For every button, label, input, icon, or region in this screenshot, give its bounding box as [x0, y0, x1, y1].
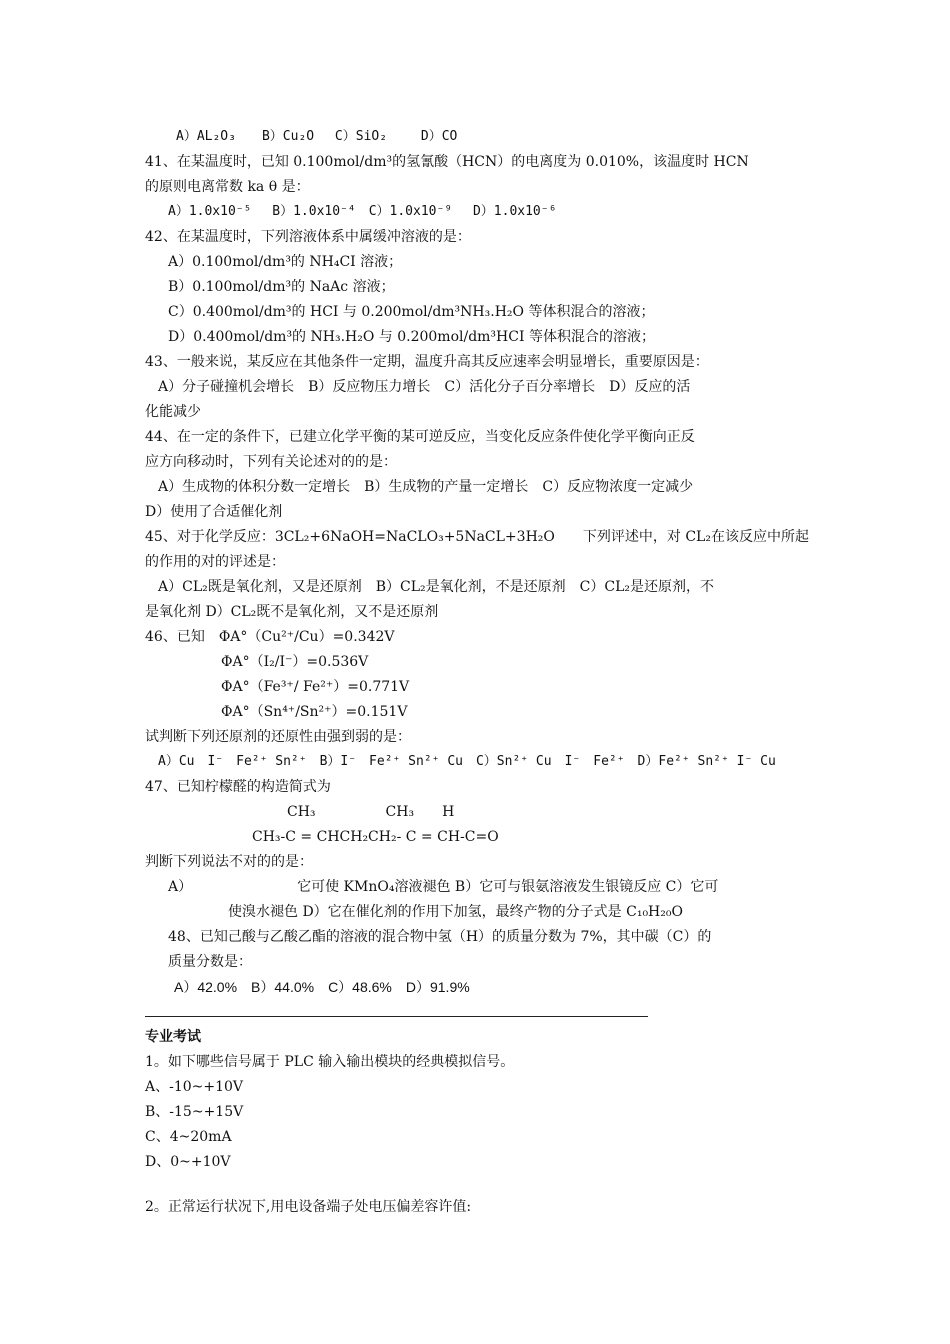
q46-question: 试判断下列还原剂的还原性由强到弱的是：	[145, 729, 411, 745]
q45-options-cont: 是氧化剂 D）CL₂既不是氧化剂，又不是还原剂	[145, 604, 439, 620]
q47-question: 判断下列说法不对的的是：	[145, 854, 313, 870]
q45-text-cont: 的作用的对的评述是：	[145, 554, 285, 570]
q46-potential-3: ΦA°（Fe³⁺/ Fe²⁺）=0.771V	[221, 679, 410, 695]
q43-options: A）分子碰撞机会增长 B）反应物压力增长 C）活化分子百分率增长 D）反应的活	[158, 379, 691, 395]
q40-options: A）AL₂O₃ B）Cu₂O C）SiO₂ D）CO	[176, 129, 458, 144]
exam-q1-text: 1。如下哪些信号属于 PLC 输入输出模块的经典模拟信号。	[145, 1054, 515, 1070]
q44-options: A）生成物的体积分数一定增长 B）生成物的产量一定增长 C）反应物浓度一定减少	[158, 479, 694, 495]
exam-q1-option-a: A、-10~+10V	[145, 1079, 244, 1095]
q48-text-cont: 质量分数是：	[168, 954, 252, 970]
q47-text: 47、已知柠檬醛的构造简式为	[145, 779, 331, 795]
exam-q2-text: 2。正常运行状况下,用电设备端子处电压偏差容许值:	[145, 1199, 472, 1215]
section-title: 专业考试	[145, 1029, 201, 1045]
q47-formula-top: CH₃ CH₃ H	[287, 804, 455, 820]
q42-text: 42、在某温度时，下列溶液体系中属缓冲溶液的是：	[145, 229, 471, 245]
q46-potential-2: ΦA°（I₂/I⁻）=0.536V	[221, 654, 369, 670]
q45-text: 45、对于化学反应：3CL₂+6NaOH=NaCLO₃+5NaCL+3H₂O 下列评述中，对 CL₂在该反应中所起	[145, 529, 809, 545]
exam-q1-option-c: C、4~20mA	[145, 1129, 232, 1145]
q45-options: A）CL₂既是氧化剂，又是还原剂 B）CL₂是氧化剂，不是还原剂 C）CL₂是还原剂，不	[158, 579, 714, 595]
q43-text: 43、一般来说，某反应在其他条件一定期，温度升高其反应速率会明显增长，重要原因是：	[145, 354, 709, 370]
q47-formula: CH₃-C = CHCH₂CH₂- C = CH-C=O	[252, 829, 499, 845]
section-divider	[145, 1016, 648, 1017]
q44-text: 44、在一定的条件下，已建立化学平衡的某可逆反应，当变化反应条件使化学平衡向正反	[145, 429, 695, 445]
exam-q1-option-d: D、0~+10V	[145, 1154, 231, 1170]
q42-option-d: D）0.400mol/dm³的 NH₃.H₂O 与 0.200mol/dm³HCI 等体积混合的溶液；	[168, 329, 655, 345]
q48-options: A）42.0% B）44.0% C）48.6% D）91.9%	[174, 979, 470, 995]
q47-options-cont: 使溴水褪色 D）它在催化剂的作用下加氢，最终产物的分子式是 C₁₀H₂₀O	[228, 904, 683, 920]
q44-text-cont: 应方向移动时，下列有关论述对的的是：	[145, 454, 397, 470]
q44-options-cont: D）使用了合适催化剂	[145, 504, 283, 520]
q42-option-b: B）0.100mol/dm³的 NaAc 溶液；	[168, 279, 395, 295]
q48-text: 48、已知己酸与乙酸乙酯的溶液的混合物中氢（H）的质量分数为 7%，其中碳（C）的	[168, 929, 712, 945]
q42-option-c: C）0.400mol/dm³的 HCI 与 0.200mol/dm³NH₃.H₂O 等体积混合的溶液；	[168, 304, 655, 320]
q47-options: A） 它可使 KMnO₄溶液褪色 B）它可与银氨溶液发生银镜反应 C）它可	[168, 879, 719, 895]
q41-text-cont: 的原则电离常数 ka θ 是：	[145, 179, 310, 195]
q41-text: 41、在某温度时，已知 0.100mol/dm³的氢氰酸（HCN）的电离度为 0.010%，该温度时 HCN	[145, 154, 749, 170]
q42-option-a: A）0.100mol/dm³的 NH₄CI 溶液；	[168, 254, 403, 270]
q41-options: A）1.0x10⁻⁵ B）1.0x10⁻⁴ C）1.0x10⁻⁹ D）1.0x10⁻⁶	[168, 204, 557, 219]
q46-options: A）Cu I⁻ Fe²⁺ Sn²⁺ B）I⁻ Fe²⁺ Sn²⁺ Cu C）Sn²⁺ Cu I⁻ Fe²⁺ D）Fe²⁺ Sn²⁺ I⁻ Cu	[158, 754, 776, 769]
q43-options-cont: 化能减少	[145, 404, 201, 420]
exam-q1-option-b: B、-15~+15V	[145, 1104, 244, 1120]
q46-potential-4: ΦA°（Sn⁴⁺/Sn²⁺）=0.151V	[221, 704, 408, 720]
q46-text: 46、已知 ΦA°（Cu²⁺/Cu）=0.342V	[145, 629, 395, 645]
